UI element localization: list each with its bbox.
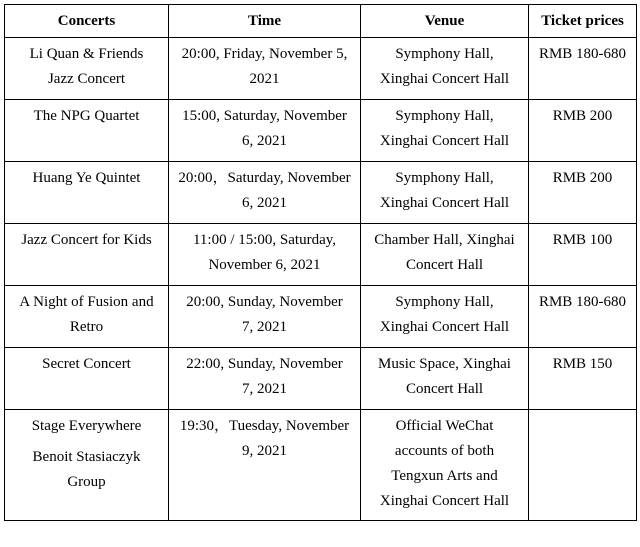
concert-cell [5,38,169,100]
time-cell [169,162,361,224]
time-line: 11:00 / 15:00, Saturday, [192,232,337,248]
time-line: November 6, 2021 [208,257,321,273]
concert-name-line: Retro [69,319,104,335]
venue-cell [361,162,529,224]
price-cell: RMB 100 [529,224,637,286]
concert-name-line: The NPG Quartet [33,108,140,124]
concert-cell [5,162,169,224]
time-cell [169,348,361,410]
table-header-row [5,5,637,38]
time-line: 20:00，Saturday, November [178,170,351,186]
time-line: 22:00, Sunday, November [186,356,343,372]
time-line: 7, 2021 [242,319,287,335]
time-line: 2021 [249,71,280,87]
time-line: 6, 2021 [242,133,287,149]
venue-line: Concert Hall [405,257,484,273]
time-cell [169,38,361,100]
concert-name-line: Stage Everywhere [31,418,142,434]
concert-name-line: Li Quan & Friends [29,46,144,62]
concert-name-line: Benoit Stasiaczyk [32,449,141,465]
table-row [5,38,637,100]
time-cell [169,410,361,521]
time-cell [169,100,361,162]
venue-cell [361,38,529,100]
venue-line: Symphony Hall, [395,170,494,186]
venue-line: Concert Hall [405,381,484,397]
concert-cell [5,100,169,162]
concert-name-line: Jazz Concert for Kids [21,232,152,248]
venue-line: Symphony Hall, [395,294,494,310]
venue-line: Xinghai Concert Hall [379,133,510,149]
concert-cell [5,348,169,410]
price-cell: RMB 200 [529,100,637,162]
venue-line: Symphony Hall, [395,108,494,124]
venue-cell [361,286,529,348]
time-line: 6, 2021 [242,195,287,211]
concert-name-line: A Night of Fusion and [19,294,154,310]
table-row [5,224,637,286]
table-row [5,162,637,224]
price-cell: RMB 150 [529,348,637,410]
venue-cell [361,224,529,286]
time-line: 7, 2021 [242,381,287,397]
time-line: 20:00, Friday, November 5, [181,46,348,62]
time-line: 15:00, Saturday, November [182,108,347,124]
header-venue: Venue [361,5,529,38]
price-cell [529,410,637,521]
venue-cell [361,100,529,162]
table-row [5,100,637,162]
concert-name-line: Secret Concert [42,356,131,372]
concert-schedule-table [4,4,637,521]
time-line: 19:30，Tuesday, November [179,418,350,434]
venue-line: accounts of both [394,443,495,459]
venue-line: Xinghai Concert Hall [379,493,510,509]
venue-line: Official WeChat [395,418,494,434]
header-time: Time [169,5,361,38]
venue-line: Xinghai Concert Hall [379,319,510,335]
price-cell: RMB 200 [529,162,637,224]
header-concerts: Concerts [5,5,169,38]
venue-line: Xinghai Concert Hall [379,71,510,87]
venue-line: Symphony Hall, [395,46,494,62]
venue-line: Tengxun Arts and [391,468,498,484]
concert-name-line: Huang Ye Quintet [32,170,141,186]
concert-cell [5,224,169,286]
time-line: 20:00, Sunday, November [186,294,343,310]
concert-name-line: Group [67,474,106,490]
venue-cell [361,348,529,410]
price-cell: RMB 180-680 [529,38,637,100]
venue-line: Music Space, Xinghai [378,356,511,372]
venue-line: Chamber Hall, Xinghai [374,232,515,248]
venue-cell [361,410,529,521]
table-row [5,410,637,521]
concert-cell [5,410,169,521]
table-row [5,348,637,410]
time-line: 9, 2021 [242,443,287,459]
price-cell: RMB 180-680 [529,286,637,348]
table-row [5,286,637,348]
concert-name-line: Jazz Concert [47,71,126,87]
header-ticket-prices: Ticket prices [529,5,637,38]
time-cell [169,224,361,286]
concert-cell [5,286,169,348]
time-cell [169,286,361,348]
venue-line: Xinghai Concert Hall [379,195,510,211]
